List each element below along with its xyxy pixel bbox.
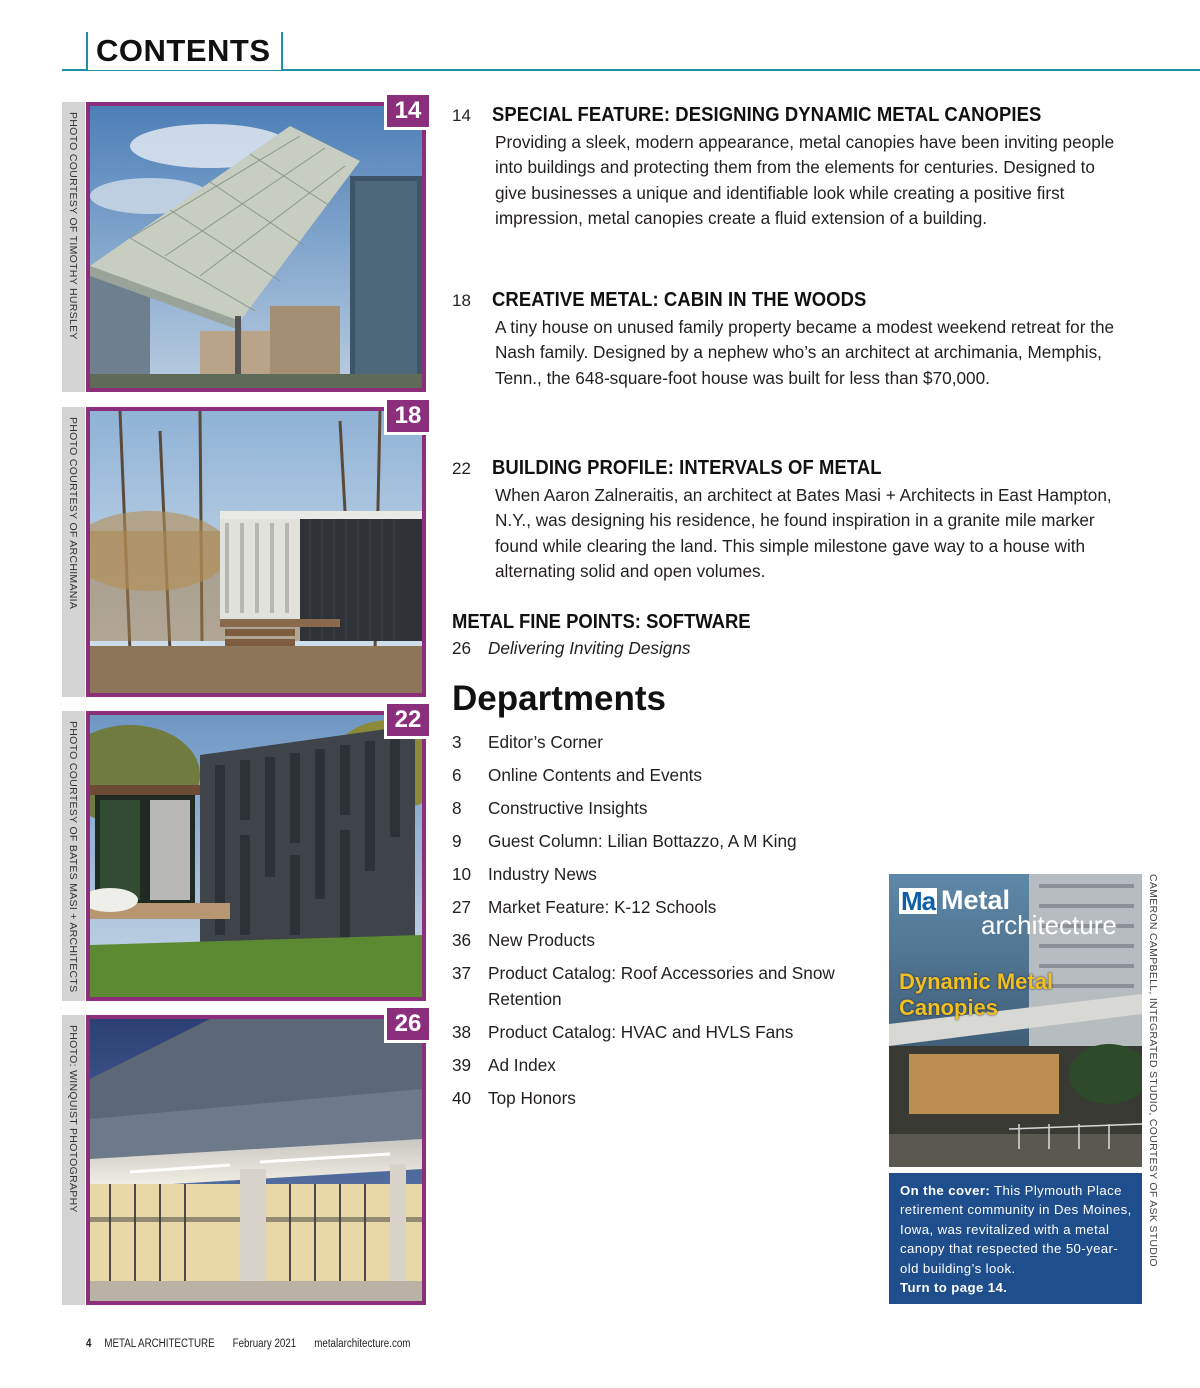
- feature-description: A tiny house on unused family property became a modest weekend retreat for the Nash family. Designed by a nephew who’s an architect at archimania, Memphis, Tenn., the 648-square-foot house was built for less than $70,000.: [495, 317, 1115, 388]
- department-label: Ad Index: [488, 1055, 556, 1075]
- department-label: Editor’s Corner: [488, 732, 603, 752]
- fine-points-text: Delivering Inviting Designs: [488, 638, 691, 658]
- photo-credit-strip: [62, 1015, 85, 1305]
- department-item: [452, 1085, 882, 1111]
- department-label: New Products: [488, 930, 595, 950]
- feature-title: CREATIVE METAL: CABIN IN THE WOODS: [492, 288, 867, 311]
- cover-caption-body: This Plymouth Place retirement community in Des Moines, Iowa, was revitalized with a metal canopy that respected the 50-year-old building’s look.: [900, 1183, 1132, 1276]
- department-item: [452, 960, 882, 1012]
- department-label: Product Catalog: HVAC and HVLS Fans: [488, 1022, 794, 1042]
- department-item: [452, 729, 882, 755]
- feature-page-number: 22: [452, 459, 471, 478]
- department-page-number: 36: [452, 930, 472, 950]
- department-item: [452, 828, 882, 854]
- department-item: [452, 795, 882, 821]
- department-label: Constructive Insights: [488, 798, 648, 818]
- school-photo-image: [90, 1019, 422, 1301]
- fine-points-title: METAL FINE POINTS: SOFTWARE: [452, 610, 751, 633]
- department-item: [452, 861, 882, 887]
- photo-credit: PHOTO COURTESY OF BATES MASI + ARCHITECTS: [67, 721, 79, 993]
- feature-page-number: 14: [452, 106, 471, 125]
- department-label: Online Contents and Events: [488, 765, 703, 785]
- cover-photo-credit: CAMERON CAMPBELL, INTEGRATED STUDIO, COURTESY OF ASK STUDIO: [1147, 874, 1159, 1267]
- cover-caption: [889, 1173, 1142, 1304]
- photo-frame: [86, 407, 426, 697]
- cover-logo-metal: Metal: [941, 885, 1011, 915]
- department-item: [452, 927, 882, 953]
- photo-credit-strip: [62, 102, 85, 392]
- department-label: Industry News: [488, 864, 597, 884]
- department-label: Product Catalog: Roof Accessories and Snow Retention: [488, 963, 835, 1009]
- page-badge: 18: [384, 397, 432, 435]
- footer-issue: February 2021: [232, 1338, 297, 1350]
- feature-photo-residence: [62, 706, 426, 1001]
- cover-logo-architecture: architecture: [981, 910, 1117, 940]
- page-footer: [86, 1338, 426, 1350]
- department-page-number: 9: [452, 831, 462, 851]
- department-label: Guest Column: Lilian Bottazzo, A M King: [488, 831, 797, 851]
- department-page-number: 37: [452, 963, 472, 983]
- footer-website: metalarchitecture.com: [314, 1338, 411, 1350]
- department-page-number: 40: [452, 1088, 472, 1108]
- feature-photo-canopy: [62, 97, 426, 392]
- page-badge: 22: [384, 701, 432, 739]
- department-page-number: 39: [452, 1055, 472, 1075]
- department-page-number: 8: [452, 798, 462, 818]
- page-title: CONTENTS: [96, 33, 271, 68]
- cover-headline: Dynamic Metal Canopies: [899, 969, 1054, 1020]
- department-page-number: 6: [452, 765, 462, 785]
- feature-photo-cabin: [62, 402, 426, 697]
- footer-publication: METAL ARCHITECTURE: [104, 1338, 215, 1350]
- residence-photo-image: [90, 715, 422, 997]
- department-label: Top Honors: [488, 1088, 576, 1108]
- feature-description: When Aaron Zalneraitis, an architect at Bates Masi + Architects in East Hampton, N.Y., was designing his residence, he found inspiration in a granite mile marker found while clearing the land. This simple milestone gave way to a house with alternating solid and open volumes.: [495, 485, 1112, 582]
- page-badge: 14: [384, 92, 432, 130]
- canopy-photo-image: [90, 106, 422, 388]
- page-badge: 26: [384, 1005, 432, 1043]
- feature-page-number: 18: [452, 291, 471, 310]
- feature-title: BUILDING PROFILE: INTERVALS OF METAL: [492, 456, 882, 479]
- feature-description: Providing a sleek, modern appearance, metal canopies have been inviting people into buildings and protecting them from the elements for centuries. Designed to give businesses a unique and identifiable look while creating a positive first impression, metal canopies create a fluid extension of a building.: [495, 132, 1115, 229]
- footer-page-number: 4: [86, 1338, 92, 1350]
- cover-logo-mark: Ma: [901, 886, 936, 916]
- photo-credit: PHOTO COURTESY OF ARCHIMANIA: [67, 417, 79, 610]
- department-item: [452, 894, 882, 920]
- cabin-photo-image: [90, 411, 422, 693]
- department-page-number: 38: [452, 1022, 472, 1042]
- feature-photo-school: [62, 1010, 426, 1305]
- photo-credit-strip: [62, 407, 85, 697]
- department-page-number: 10: [452, 864, 472, 884]
- departments-heading: Departments: [452, 679, 666, 718]
- photo-frame: [86, 711, 426, 1001]
- feature-title: SPECIAL FEATURE: DESIGNING DYNAMIC METAL CANOPIES: [492, 103, 1042, 126]
- cover-image: [889, 874, 1142, 1167]
- photo-credit: PHOTO COURTESY OF TIMOTHY HURSLEY: [67, 112, 79, 340]
- photo-credit: PHOTO: WINQUIST PHOTOGRAPHY: [67, 1025, 79, 1213]
- departments-list: [452, 729, 882, 1118]
- cover-thumbnail: [889, 874, 1142, 1304]
- fine-points-page-number: 26: [452, 638, 472, 658]
- department-item: [452, 762, 882, 788]
- photo-credit-strip: [62, 711, 85, 1001]
- department-page-number: 27: [452, 897, 472, 917]
- photo-frame: [86, 102, 426, 392]
- department-page-number: 3: [452, 732, 462, 752]
- cover-caption-turn: Turn to page 14.: [900, 1280, 1008, 1296]
- department-item: [452, 1019, 882, 1045]
- cover-caption-lead: On the cover:: [900, 1183, 991, 1198]
- photo-frame: [86, 1015, 426, 1305]
- department-item: [452, 1052, 882, 1078]
- department-label: Market Feature: K-12 Schools: [488, 897, 717, 917]
- header-box: [86, 32, 283, 70]
